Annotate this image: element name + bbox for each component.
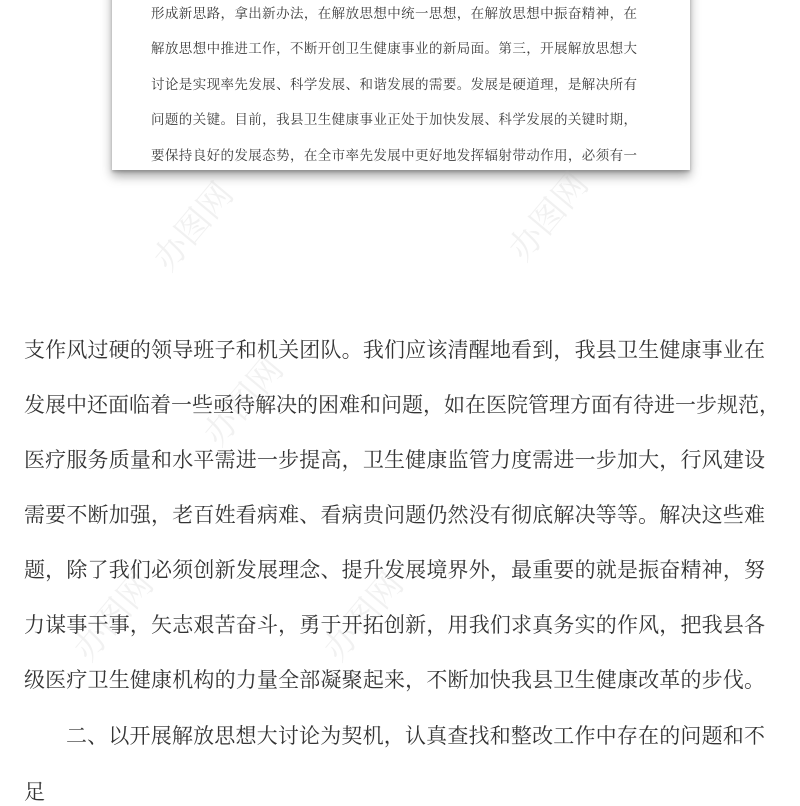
card-text-line: 解放思想中推进工作，不断开创卫生健康事业的新局面。第三，开展解放思想大 <box>151 41 637 57</box>
body-text-line: 级医疗卫生健康机构的力量全部凝聚起来，不断加快我县卫生健康改革的步伐。 <box>24 668 765 692</box>
watermark: 办图网 <box>145 174 242 279</box>
card-text-line: 形成新思路，拿出新办法，在解放思想中统一思想，在解放思想中振奋精神，在 <box>151 6 637 22</box>
section-heading-line: 足 <box>24 780 45 804</box>
section-heading-line: 二、以开展解放思想大讨论为契机，认真查找和整改工作中存在的问题和不 <box>66 724 765 748</box>
watermark: 办图网 <box>65 564 162 669</box>
body-text-line: 题，除了我们必须创新发展理念、提升发展境界外，最重要的就是振奋精神，努 <box>24 558 765 582</box>
body-text-line: 支作风过硬的领导班子和机关团队。我们应该清醒地看到，我县卫生健康事业在 <box>24 338 765 362</box>
watermark: 办图网 <box>195 349 292 454</box>
document-preview-card <box>112 0 690 170</box>
watermark: 办图网 <box>315 564 412 669</box>
card-text-line: 问题的关键。目前，我县卫生健康事业正处于加快发展、科学发展的关键时期， <box>151 112 637 128</box>
body-text-line: 力谋事干事，矢志艰苦奋斗，勇于开拓创新，用我们求真务实的作风，把我县各 <box>24 613 765 637</box>
card-text-line: 要保持良好的发展态势，在全市率先发展中更好地发挥辐射带动作用，必须有一 <box>151 148 637 164</box>
body-text-line: 发展中还面临着一些亟待解决的困难和问题，如在医院管理方面有待进一步规范， <box>24 393 780 417</box>
body-text-line: 需要不断加强，老百姓看病难、看病贵问题仍然没有彻底解决等等。解决这些难 <box>24 503 765 527</box>
body-text-line: 医疗服务质量和水平需进一步提高，卫生健康监管力度需进一步加大，行风建设 <box>24 448 765 472</box>
watermark: 办图网 <box>500 164 597 269</box>
card-text-line: 讨论是实现率先发展、科学发展、和谐发展的需要。发展是硬道理，是解决所有 <box>151 77 637 93</box>
